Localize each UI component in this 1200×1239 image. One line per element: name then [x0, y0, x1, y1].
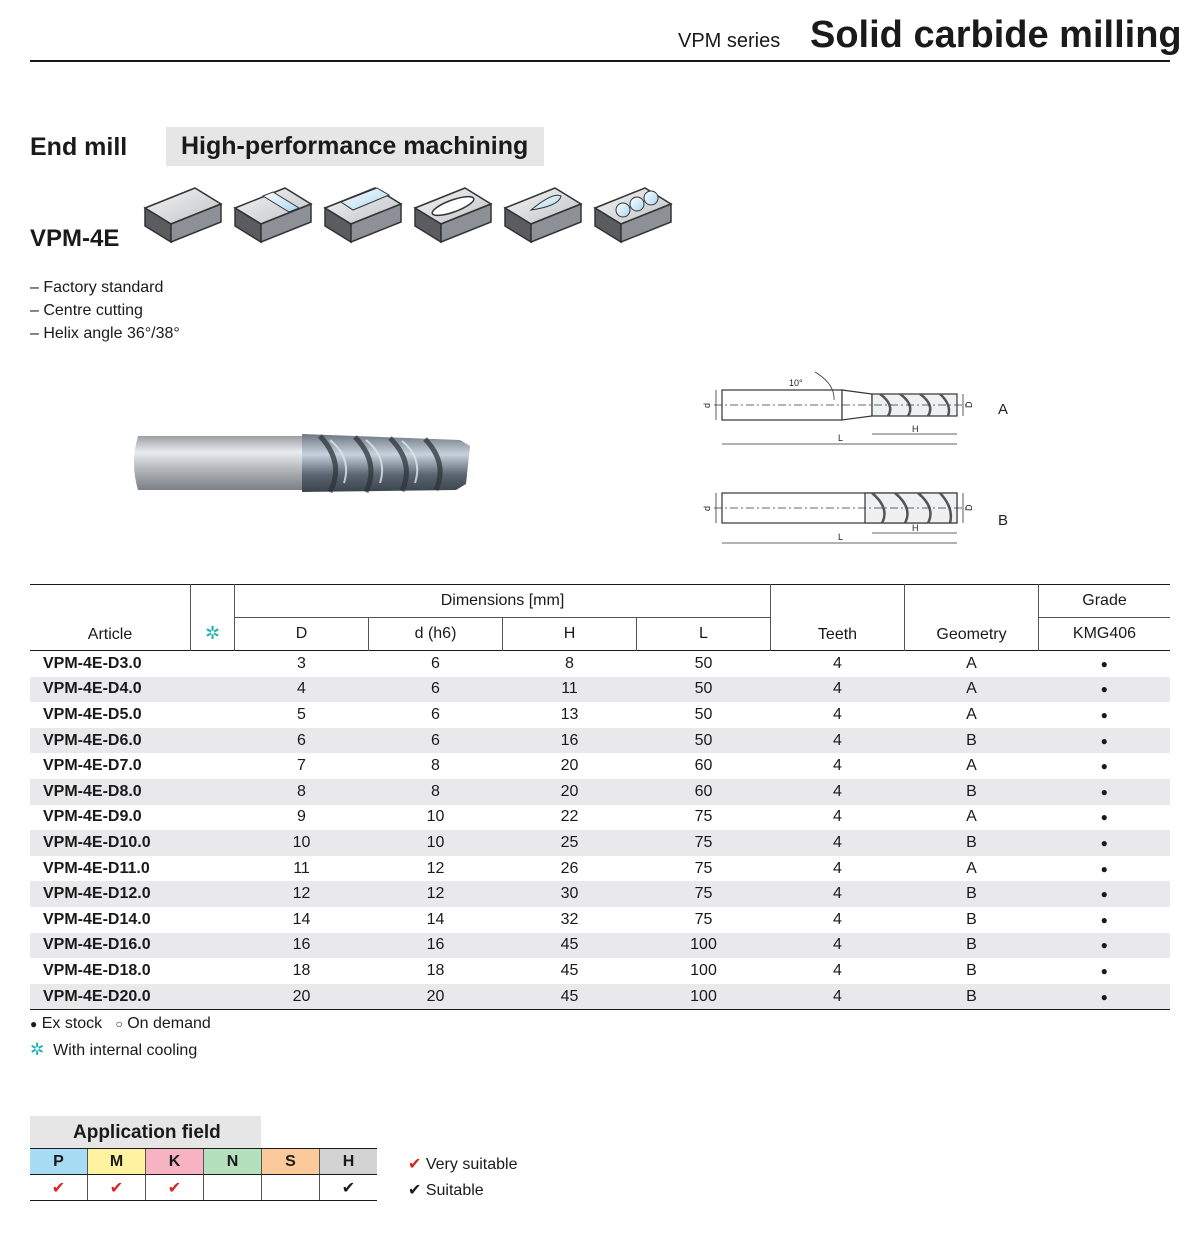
snowflake-icon: ✲: [191, 585, 235, 651]
geometry-cell: B: [905, 984, 1039, 1010]
series-label: VPM series: [678, 30, 781, 52]
shank-cell: 6: [431, 654, 440, 672]
material-group-m: M: [88, 1149, 146, 1175]
page-title: Solid carbide milling: [810, 14, 1182, 56]
drill-holes-icon: [595, 188, 671, 242]
grade-header: Grade: [1039, 585, 1171, 618]
teeth-cell: 4: [833, 705, 842, 723]
geometry-label-b: B: [998, 512, 1009, 529]
diameter-cell: 4: [235, 677, 369, 703]
length-cell: 50: [694, 705, 713, 723]
stock-cell: ●: [1100, 759, 1108, 774]
shank-header: d (h6): [369, 618, 503, 651]
table-row: [30, 984, 1170, 1010]
geometry-cell: A: [966, 859, 977, 877]
table-row: [30, 856, 1170, 882]
empty-mark: [204, 1175, 262, 1201]
teeth-cell: 4: [833, 859, 842, 877]
teeth-cell: 4: [833, 808, 842, 826]
cooling-cell: [191, 958, 235, 984]
diameter-cell: 6: [235, 728, 369, 754]
length-cell: 60: [637, 779, 771, 805]
diameter-cell: 12: [235, 881, 369, 907]
diameter-cell: 8: [235, 779, 369, 805]
stock-cell: ●: [1100, 861, 1108, 876]
diameter-cell: 14: [292, 910, 311, 928]
table-row: [30, 830, 1170, 856]
flute-length-cell: 8: [565, 654, 574, 672]
section-badge-text: High-performance machining: [181, 132, 529, 160]
cooling-label: With internal cooling: [53, 1042, 198, 1059]
stock-cell: ●: [1100, 707, 1108, 722]
geometry-cell: A: [966, 705, 977, 723]
diameter-cell: 9: [297, 808, 306, 826]
teeth-cell: 4: [771, 728, 905, 754]
spec-table: [30, 584, 1170, 1010]
flute-length-cell: 20: [503, 779, 637, 805]
article-cell: VPM-4E-D18.0: [43, 961, 151, 979]
diameter-header: D: [235, 618, 369, 651]
geometry-label-a: A: [998, 401, 1009, 418]
length-cell: 100: [690, 961, 717, 979]
teeth-cell: 4: [771, 779, 905, 805]
very-suitable-label: Very suitable: [425, 1156, 518, 1173]
shank-cell: 6: [431, 705, 440, 723]
diameter-cell: 20: [235, 984, 369, 1010]
length-cell: 75: [694, 910, 713, 928]
check-icon: ✔: [408, 1156, 422, 1173]
article-cell: VPM-4E-D16.0: [30, 933, 191, 959]
stock-cell: ●: [1100, 963, 1108, 978]
article-cell: VPM-4E-D3.0: [43, 654, 142, 672]
geometry-cell: A: [966, 808, 977, 826]
feature-item: – Factory standard: [30, 279, 164, 296]
table-row: [30, 728, 1170, 754]
application-field-title: Application field: [73, 1122, 221, 1143]
cooling-cell: [191, 702, 235, 728]
cooling-cell: [191, 856, 235, 882]
shank-cell: 16: [369, 933, 503, 959]
stock-cell: ●: [1039, 881, 1171, 907]
cutting-diameter-label: D: [964, 401, 974, 408]
cooling-cell: [191, 651, 235, 677]
diameter-cell: 3: [297, 654, 306, 672]
application-field-table: [30, 1148, 377, 1201]
teeth-header: Teeth: [771, 585, 905, 651]
length-cell: 75: [637, 830, 771, 856]
length-label: L: [838, 433, 844, 443]
flute-length-cell: 11: [503, 677, 637, 703]
length-cell: 50: [637, 728, 771, 754]
product-code: VPM-4E: [30, 225, 120, 252]
empty-mark: [262, 1175, 320, 1201]
article-cell: VPM-4E-D8.0: [30, 779, 191, 805]
block-face-icon: [145, 188, 221, 242]
end-mill-photo: [130, 428, 475, 498]
shank-cell: 10: [426, 808, 445, 826]
check-icon: ✔: [146, 1175, 204, 1201]
on-demand-icon: ○: [115, 1017, 123, 1031]
material-group-h: H: [320, 1149, 378, 1175]
shank-cell: 12: [426, 859, 445, 877]
geometry-cell: B: [905, 728, 1039, 754]
stock-cell: ●: [1039, 984, 1171, 1010]
ex-stock-label: Ex stock: [41, 1015, 103, 1032]
stock-cell: ●: [1039, 830, 1171, 856]
length-cell: 60: [694, 757, 713, 775]
article-cell: VPM-4E-D9.0: [43, 808, 142, 826]
shank-cell: 12: [369, 881, 503, 907]
table-row: [30, 651, 1170, 677]
cooling-cell: [191, 677, 235, 703]
check-icon: ✔: [88, 1175, 146, 1201]
flute-length-cell: 25: [503, 830, 637, 856]
teeth-cell: 4: [833, 757, 842, 775]
teeth-cell: 4: [833, 654, 842, 672]
check-icon: ✔: [408, 1182, 422, 1199]
shank-cell: 8: [369, 779, 503, 805]
length-cell: 100: [637, 933, 771, 959]
cutting-diameter-label: D: [964, 504, 974, 511]
geometry-header: Geometry: [905, 585, 1039, 651]
length-label: L: [838, 532, 844, 542]
table-row: [30, 702, 1170, 728]
section-label: End mill: [30, 133, 128, 161]
shank-cell: 6: [369, 728, 503, 754]
teeth-cell: 4: [771, 984, 905, 1010]
article-cell: VPM-4E-D4.0: [30, 677, 191, 703]
geometry-cell: A: [966, 757, 977, 775]
article-cell: VPM-4E-D10.0: [30, 830, 191, 856]
flute-length-label: H: [912, 523, 919, 533]
table-row: [30, 933, 1170, 959]
on-demand-label: On demand: [127, 1015, 211, 1032]
snowflake-icon: ✲: [30, 1040, 45, 1059]
teeth-cell: 4: [771, 830, 905, 856]
geometry-cell: B: [905, 881, 1039, 907]
cooling-cell: [191, 933, 235, 959]
flute-length-cell: 45: [503, 933, 637, 959]
cooling-cell: [191, 881, 235, 907]
shank-diameter-label: d: [702, 402, 712, 408]
machining-icons: [143, 186, 673, 248]
geometry-cell: B: [905, 830, 1039, 856]
table-row: [30, 677, 1170, 703]
flute-length-cell: 30: [503, 881, 637, 907]
table-row: [30, 753, 1170, 779]
stock-cell: ●: [1039, 933, 1171, 959]
shoulder-icon: [235, 188, 311, 242]
shank-cell: 8: [431, 757, 440, 775]
article-cell: VPM-4E-D7.0: [43, 757, 142, 775]
diameter-cell: 7: [297, 757, 306, 775]
diagram-geometry-a: [700, 370, 1030, 450]
check-icon: ✔: [30, 1175, 88, 1201]
shank-cell: 10: [369, 830, 503, 856]
flute-length-label: H: [912, 424, 919, 434]
teeth-cell: 4: [771, 677, 905, 703]
grade-name-header: KMG406: [1072, 625, 1137, 642]
length-header: L: [637, 618, 771, 651]
diameter-cell: 10: [235, 830, 369, 856]
pocket-slot-icon: [415, 188, 491, 242]
diameter-cell: 16: [235, 933, 369, 959]
stock-cell: ●: [1100, 912, 1108, 927]
teeth-cell: 4: [833, 910, 842, 928]
material-group-s: S: [262, 1149, 320, 1175]
geometry-cell: B: [966, 961, 977, 979]
header-divider: [30, 60, 1170, 62]
diagram-geometry-b: [700, 485, 1030, 550]
stock-cell: ●: [1100, 810, 1108, 825]
flute-length-cell: 26: [560, 859, 579, 877]
section-badge: [166, 127, 544, 166]
shank-diameter-label: d: [702, 505, 712, 511]
check-icon: ✔: [320, 1175, 378, 1201]
cooling-cell: [191, 728, 235, 754]
geometry-cell: A: [966, 654, 977, 672]
flute-length-header: H: [503, 618, 637, 651]
plunge-pocket-icon: [505, 188, 581, 242]
flute-length-cell: 20: [560, 757, 579, 775]
article-cell: VPM-4E-D6.0: [30, 728, 191, 754]
application-field-header: [30, 1116, 261, 1148]
table-row: [30, 805, 1170, 831]
shank-cell: 14: [426, 910, 445, 928]
table-row: [30, 881, 1170, 907]
ex-stock-icon: ●: [30, 1017, 38, 1031]
cooling-cell: [191, 830, 235, 856]
length-cell: 75: [637, 881, 771, 907]
feature-item: – Helix angle 36°/38°: [30, 325, 180, 342]
flute-length-cell: 16: [503, 728, 637, 754]
material-group-n: N: [204, 1149, 262, 1175]
geometry-cell: A: [905, 677, 1039, 703]
cooling-cell: [191, 984, 235, 1010]
length-cell: 50: [637, 677, 771, 703]
teeth-cell: 4: [771, 881, 905, 907]
cooling-cell: [191, 753, 235, 779]
article-cell: VPM-4E-D12.0: [30, 881, 191, 907]
shank-cell: 6: [369, 677, 503, 703]
flute-length-cell: 45: [503, 984, 637, 1010]
teeth-cell: 4: [771, 933, 905, 959]
length-cell: 100: [637, 984, 771, 1010]
geometry-cell: B: [966, 910, 977, 928]
flute-length-cell: 45: [560, 961, 579, 979]
material-group-p: P: [30, 1149, 88, 1175]
material-group-k: K: [146, 1149, 204, 1175]
article-cell: VPM-4E-D11.0: [43, 859, 150, 877]
suitability-legend: [408, 1152, 517, 1204]
angle-label: 10°: [789, 378, 803, 388]
shank-cell: 20: [369, 984, 503, 1010]
article-header: Article: [30, 585, 191, 651]
cooling-cell: [191, 805, 235, 831]
feature-item: – Centre cutting: [30, 302, 143, 319]
table-row: [30, 779, 1170, 805]
article-cell: VPM-4E-D20.0: [30, 984, 191, 1010]
slot-icon: [325, 188, 401, 242]
stock-cell: ●: [1039, 728, 1171, 754]
feature-list: [30, 276, 180, 345]
flute-length-cell: 22: [560, 808, 579, 826]
teeth-cell: 4: [833, 961, 842, 979]
flute-length-cell: 32: [560, 910, 579, 928]
length-cell: 50: [694, 654, 713, 672]
shank-cell: 18: [426, 961, 445, 979]
stock-cell: ●: [1039, 677, 1171, 703]
article-cell: VPM-4E-D14.0: [43, 910, 151, 928]
dimensions-header: Dimensions [mm]: [235, 585, 771, 618]
cooling-cell: [191, 907, 235, 933]
flute-length-cell: 13: [560, 705, 579, 723]
article-cell: VPM-4E-D5.0: [43, 705, 142, 723]
length-cell: 75: [694, 808, 713, 826]
stock-cell: ●: [1039, 779, 1171, 805]
stock-legend: [30, 1011, 211, 1064]
diameter-cell: 11: [293, 859, 310, 877]
geometry-cell: B: [905, 779, 1039, 805]
cooling-cell: [191, 779, 235, 805]
diameter-cell: 18: [292, 961, 311, 979]
table-row: [30, 907, 1170, 933]
table-row: [30, 958, 1170, 984]
length-cell: 75: [694, 859, 713, 877]
diameter-cell: 5: [297, 705, 306, 723]
geometry-cell: B: [905, 933, 1039, 959]
stock-cell: ●: [1100, 656, 1108, 671]
suitable-label: Suitable: [425, 1182, 484, 1199]
